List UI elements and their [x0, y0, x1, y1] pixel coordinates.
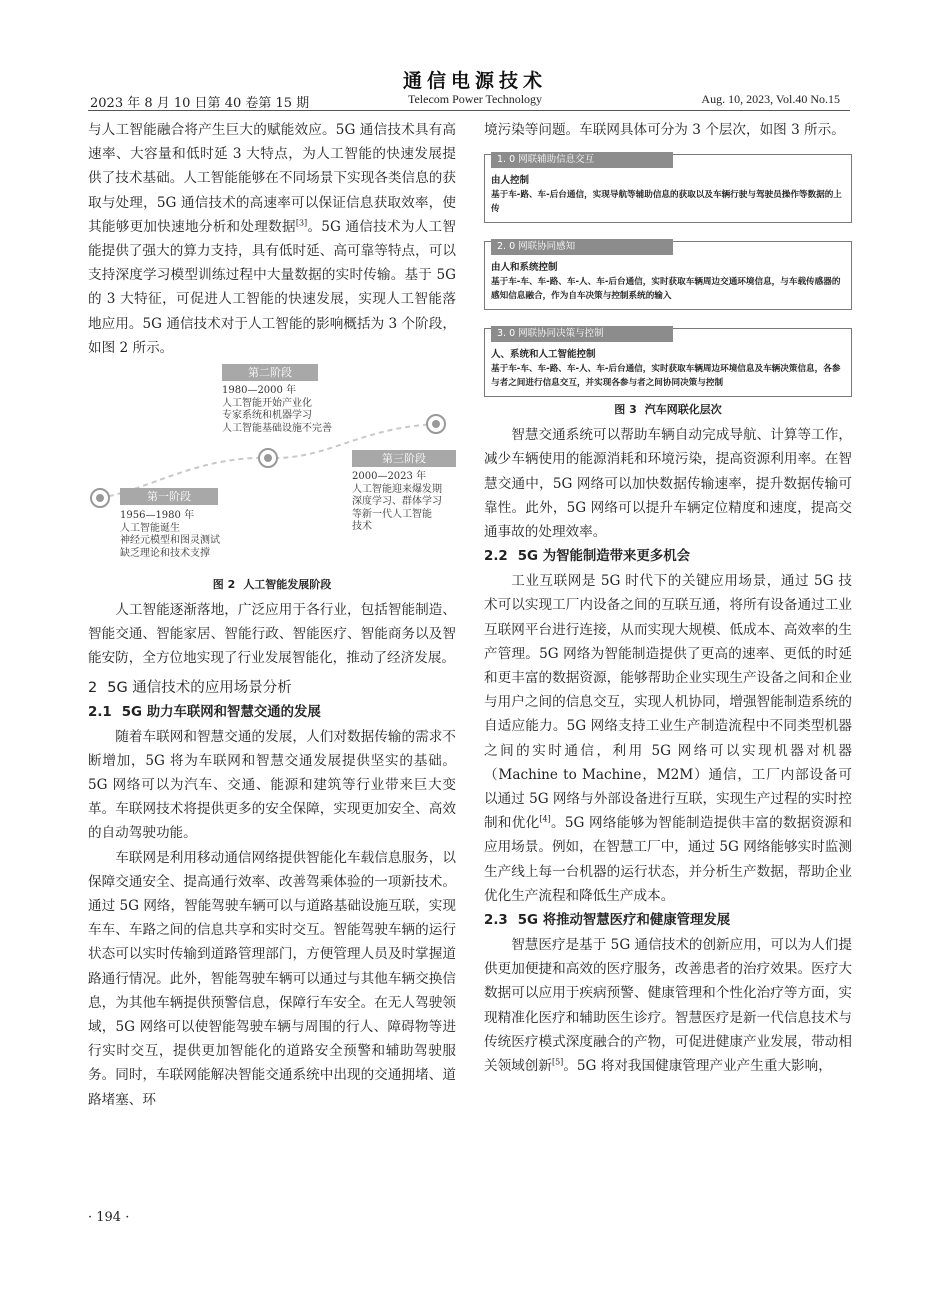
subsection-number: 2.2: [484, 549, 508, 565]
stage3-line: 技术: [352, 521, 372, 533]
stage1-marker: [91, 489, 109, 507]
caption-text: 汽车网联化层次: [644, 403, 722, 417]
stage2-label: 第二阶段: [222, 364, 318, 381]
citation: [5]: [551, 1057, 564, 1067]
journal-title: 通信电源技术: [402, 70, 547, 92]
paragraph: 境污染等问题。车联网具体可分为 3 个层次，如图 3 所示。: [484, 122, 845, 138]
level-3-box: [484, 328, 852, 397]
subsection-number: 2.1: [88, 704, 112, 720]
stage1-line: 人工智能诞生: [120, 522, 180, 534]
paragraph-text: 智慧医疗是基于 5G 通信技术的创新应用，可以为人们提供更加便捷和高效的医疗服务，改善患者的治疗效果。医疗大数据可以应用于疾病预警、健康管理和个性化治疗等方面，实现精准化医疗和辅助医生诊疗。智慧医疗是新一代信息技术与传统医疗模式深度融合的产物，可促进健康产业发展，带动相关领域创新: [484, 937, 852, 1075]
caption-text: 人工智能发展阶段: [243, 578, 332, 592]
stage1-years: 1956—1980 年: [120, 510, 195, 522]
level-2-control: 由人和系统控制: [491, 262, 558, 274]
figure3-caption: [484, 401, 852, 417]
paragraph-text: 。5G 通信技术为人工智能提供了强大的算力支持，具有低时延、高可靠等特点，可以支持深度学习模型训练过程中大量数据的实时传输。基于 5G 的 3 大特征，可促进人工智能的快速发展，实现人工智能落地应用。5G 通信技术对于人工智能的影响概括为 3 个阶段，如图 2 所示。: [88, 218, 456, 356]
stage3-line: 深度学习、群体学习: [352, 496, 442, 508]
paragraph: 车联网是利用移动通信网络提供智能化车载信息服务，以保障交通安全、提高通行效率、改善驾乘体验的一项新技术。通过 5G 网络，智能驾驶车辆可以与道路基础设施互联，实现车车、车路之间的信息共享和实时交互。智能驾驶车辆的运行状态可以实时传输到道路管理部门，方便管理人员及时掌握道路通行情况。此外，智能驾驶车辆可以通过与其他车辆交换信息，为其他车辆提供预警信息，保障行车安全。在无人驾驶领域，5G 网络可以使智能驾驶车辆与周围的行人、障碍物等进行实时交互，提供更加智能化的道路安全预警和辅助驾驶服务。同时，车联网能解决智能交通系统中出现的交通拥堵、道路堵塞、环: [88, 849, 456, 1108]
section-number: 2: [88, 679, 98, 696]
left-column: [88, 118, 456, 1112]
subsection-title: 5G 为智能制造带来更多机会: [517, 549, 691, 565]
stage3-line: 人工智能迎来爆发期: [352, 483, 442, 495]
stage2-text: [222, 385, 332, 435]
paragraph-text: 。5G 将对我国健康管理产业产生重大影响，: [563, 1058, 832, 1075]
stage3-label: 第三阶段: [352, 450, 456, 467]
stage2-line: 专家系统和机器学习: [222, 410, 312, 422]
paragraph: 随着车联网和智慧交通的发展，人们对数据传输的需求不断增加，5G 将为车联网和智慧交通发展提供坚实的基础。5G 网络可以为汽车、交通、能源和建筑等行业带来巨大变革。车联网技术将提供更多的安全保障，实现更加安全、高效的自动驾驶功能。: [88, 728, 456, 842]
subsection-heading: [88, 702, 456, 724]
stage1-line: 缺乏理论和技术支撑: [120, 547, 210, 559]
level-1-control: 由人控制: [491, 175, 530, 187]
figure2-caption: [88, 576, 456, 592]
level-2-box: [484, 241, 852, 310]
stage3-years: 2000—2023 年: [352, 471, 427, 483]
paragraph-text: 工业互联网是 5G 时代下的关键应用场景，通过 5G 技术可以实现工厂内设备之间的互联互通，将所有设备通过工业互联网平台进行连接，从而实现大规模、低成本、高效率的生产管理。5G 网络为智能制造提供了更高的速率、更低的时延和更丰富的数据资源，能够帮助企业实现生产设备之间和企业与用户之间的信息交互，实现人机协同，增强智能制造系统的自适应能力。5G 网络支持工业生产制造流程中不同类型机器之间的实时通信，利用 5G 网络可以实现机器对机器（Machine to Machine，M2M）通信，工厂内部设备可以通过 5G 网络与外部设备进行互联，实现生产过程的实时控制和优化: [484, 573, 852, 832]
stage2-line: 人工智能开始产业化: [222, 397, 312, 409]
subsection-number: 2.3: [484, 913, 508, 929]
stage3-marker: [427, 415, 445, 433]
paragraph-text: 。5G 网络能够为智能制造提供丰富的数据资源和应用场景。例如，在智慧工厂中，通过 5G 网络能够实时监测生产线上每一台机器的运行状态，并分析生产数据，帮助企业优化生产流程和降低生产成本。: [484, 815, 853, 904]
issue-date-cn: 2023 年 8 月 10 日第 40 卷第 15 期: [90, 96, 310, 111]
level-3-title: 3. 0 网联协同决策与控制: [491, 326, 673, 342]
subsection-title: 5G 将推动智慧医疗和健康管理发展: [517, 913, 731, 929]
paragraph: [484, 933, 852, 1078]
stage2-line: 人工智能基础设施不完善: [222, 422, 332, 434]
header-rule: [88, 110, 850, 111]
level-3-desc: 基于车-车、车-路、车-人、车-后台通信，实时获取车辆周边环境信息及车辆决策信息，各参与者之间进行信息交互，并实现各参与者之间协同决策与控制: [491, 364, 841, 389]
stage1-line: 神经元模型和图灵测试: [120, 535, 220, 547]
journal-name-en: Telecom Power Technology: [407, 92, 543, 106]
paragraph: 智慧交通系统可以帮助车辆自动完成导航、计算等工作，减少车辆使用的能源消耗和环境污染，提高资源利用率。在智慧交通中，5G 网络可以加快数据传输速率，提升数据传输可靠性。此外，5G 网络可以提升车辆定位精度和速度，提高交通事故的处理效率。: [484, 427, 852, 541]
citation: [4]: [539, 814, 551, 824]
section-heading: [88, 678, 456, 698]
caption-number: 图 2: [212, 578, 236, 592]
paragraph-text: 与人工智能融合将产生巨大的赋能效应。5G 通信技术具有高速率、大容量和低时延 3 大特点，为人工智能的快速发展提供了技术基础。人工智能能够在不同场景下实现各类信息的获取与处理，5G 通信技术的高速率可以保证信息获取效率，使其能够更加快速地分析和处理数据: [88, 122, 456, 235]
level-2-desc: 基于车-车、车-路、车-人、车-后台通信，实时获取车辆周边交通环境信息，与车载传感器的感知信息融合，作为自车决策与控制系统的输入: [491, 277, 841, 302]
subsection-title: 5G 助力车联网和智慧交通的发展: [121, 704, 321, 720]
stage2-years: 1980—2000 年: [222, 385, 297, 397]
stage3-line: 等新一代人工智能: [352, 508, 432, 520]
subsection-heading: [484, 910, 852, 932]
paragraph: [484, 569, 852, 908]
level-1-title: 1. 0 网联辅助信息交互: [491, 152, 673, 168]
level-1-desc: 基于车-路、车-后台通信，实现导航等辅助信息的获取以及车辆行驶与驾驶员操作等数据的上传: [491, 190, 842, 215]
stage3-text: [352, 471, 442, 534]
page-number: · 194 ·: [88, 1210, 130, 1225]
caption-number: 图 3: [614, 403, 637, 417]
level-3-control: 人、系统和人工智能控制: [491, 349, 596, 361]
level-2-title: 2. 0 网联协同感知: [491, 239, 673, 255]
figure-vehicle-network-levels: [484, 154, 852, 397]
stage2-marker: [259, 449, 277, 467]
stage1-text: [120, 510, 220, 560]
paragraph: [88, 118, 456, 360]
level-1-box: [484, 154, 852, 223]
issue-date-en: Aug. 10, 2023, Vol.40 No.15: [701, 92, 840, 106]
subsection-heading: [484, 546, 852, 568]
citation: [3]: [295, 218, 308, 228]
stage1-label: 第一阶段: [120, 488, 218, 505]
right-column: [484, 118, 852, 1078]
figure-ai-stages: [88, 364, 456, 572]
paragraph: 人工智能逐渐落地，广泛应用于各行业，包括智能制造、智能交通、智能家居、智能行政、智能医疗、智能商务以及智能安防，全方位地实现了行业发展智能化，推动了经济发展。: [88, 602, 456, 667]
section-title: 5G 通信技术的应用场景分析: [107, 679, 292, 696]
